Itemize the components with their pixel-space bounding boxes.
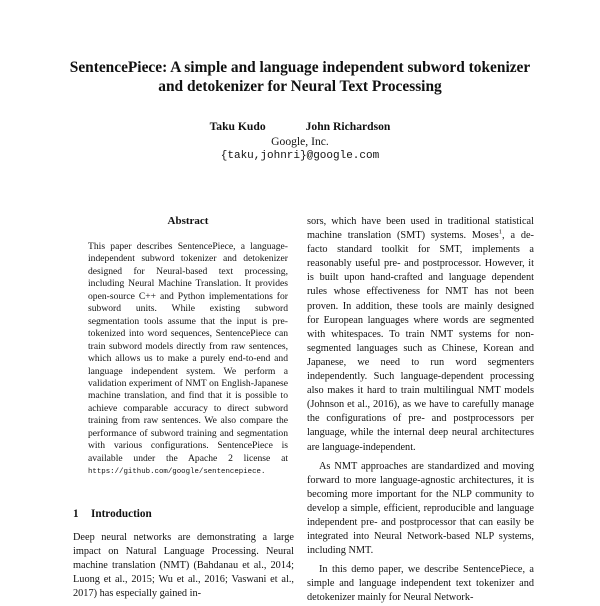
right-paragraph-1-a: sors, which have been used in traditional statistical machine translation (SMT) systems. Moses (307, 216, 534, 242)
abstract-body (88, 241, 288, 479)
author-names (150, 119, 450, 134)
affiliation: Google, Inc. (271, 135, 329, 148)
repository-link[interactable]: https://github.com/google/sentencepiece. (88, 468, 266, 477)
abstract-heading: Abstract (167, 215, 209, 227)
introduction-text (73, 531, 294, 601)
abstract-section (88, 215, 288, 479)
author-email: {taku,johnri}@google.com (220, 150, 380, 162)
author-block (150, 119, 450, 164)
intro-paragraph-1: Deep neural networks are demonstrating a large impact on Natural Language Processing. Neural machine translation (NMT) (Bahdanau et al., 2014; Luong et al., 2015; Wu et al., 2016; Vaswani et al., 2017) has especially gained in- (73, 532, 294, 600)
footnote-mark: 1 (498, 228, 503, 236)
right-column (307, 215, 534, 606)
right-paragraph-2: As NMT approaches are standardized and moving forward to more language-agnostic architectures, it is becoming more important for the NLP community to develop a simple, efficient, reproducible and language independent pre- and postprocessor that can easily be integrated into Neural Network-based NLP systems, including NMT. (307, 460, 534, 557)
section-title: Introduction (91, 508, 152, 520)
title-line-2: and detokenizer for Neural Text Processing (158, 78, 442, 95)
author-2: John Richardson (305, 120, 391, 133)
section-heading-introduction (73, 507, 288, 521)
section-number: 1 (73, 508, 79, 520)
paper-title (40, 58, 560, 96)
right-paragraph-1-b: , a de-facto standard toolkit for SMT, implements a reasonably useful pre- and postprocessor. However, it is built upon hand-crafted and language dependent rules whose effectiveness for NMT has not been proven. In addition, these tools are mainly designed for European languages where words are segmented with whitespaces. To train NMT systems for non-segmented languages such as Chinese, Korean and Japanese, we need to run word segmenters independently. Such language-dependent processing also makes it hard to train multilingual NMT models (Johnson et al., 2016), as we have to carefully manage the configurations of pre- and postprocessors per language, while the internal deep neural architectures are language-independent. (307, 230, 534, 453)
abstract-text: This paper describes SentencePiece, a language-independent subword tokenizer and detokenizer designed for Neural-based text processing, including Neural Machine Translation. It provides open-source C++ and Python implementations for subword units. While existing subword segmentation tools assume that the input is pre-tokenized into word sequences, SentencePiece can train subword models directly from raw sentences, which allows us to make a purely end-to-end and language independent system. We perform a validation experiment of NMT on English-Japanese machine translation, and find that it is possible to achieve comparable accuracy to direct subword training from raw sentences. We also compare the performance of subword training and segmentation with various configurations. SentencePiece is available under the Apache 2 license at (88, 241, 288, 464)
right-paragraph-1 (307, 215, 534, 455)
right-paragraph-3: In this demo paper, we describe SentencePiece, a simple and language independent text tokenizer and detokenizer mainly for Neural Network- (307, 564, 534, 604)
author-1: Taku Kudo (209, 120, 266, 133)
title-line-1: SentencePiece: A simple and language independent subword tokenizer (69, 59, 531, 76)
